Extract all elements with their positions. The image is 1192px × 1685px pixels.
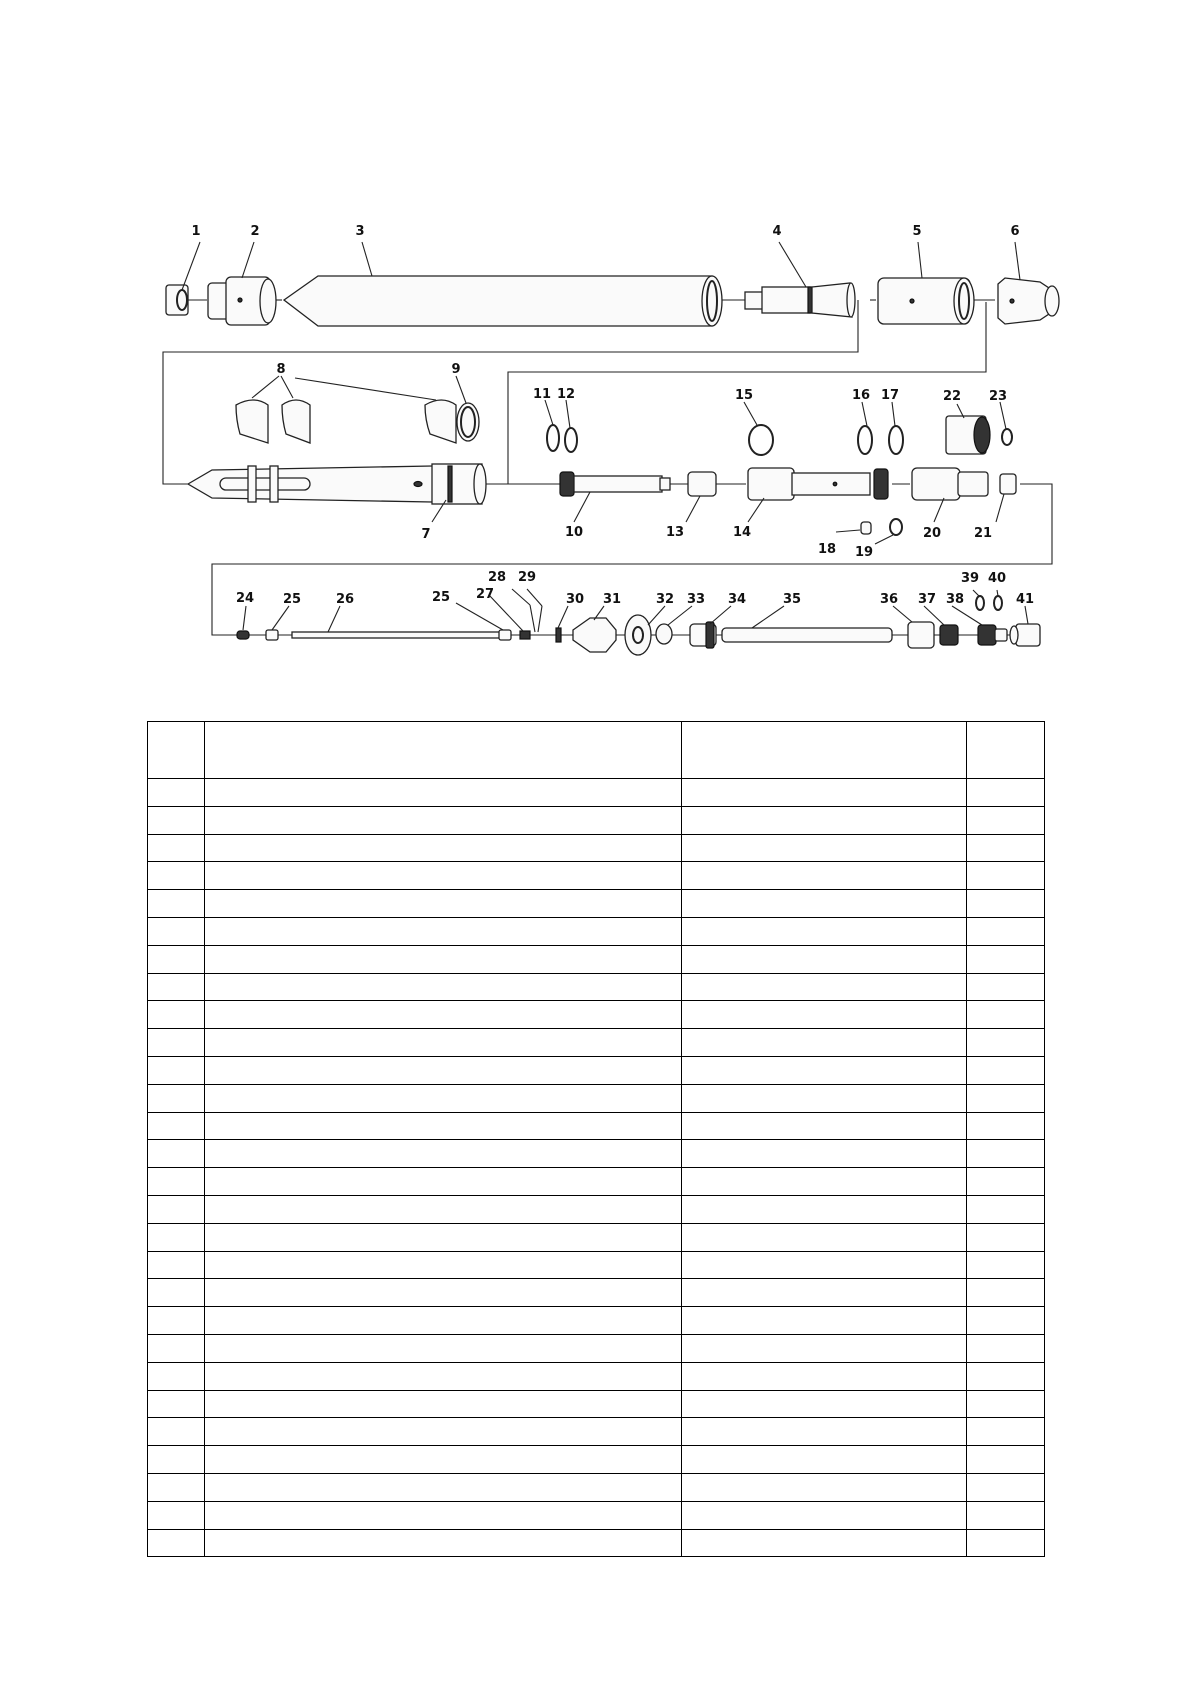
- table-cell: [967, 862, 1045, 890]
- table-row: [148, 1362, 1045, 1390]
- part-36: [908, 622, 934, 648]
- part-20: [912, 468, 988, 500]
- table-cell: [967, 1390, 1045, 1418]
- header-cell: [205, 722, 682, 779]
- callout-label: 33: [686, 592, 706, 607]
- table-cell: [682, 1418, 967, 1446]
- part-10: [560, 472, 670, 496]
- table-cell: [148, 1084, 205, 1112]
- callout-label: 39: [960, 571, 980, 586]
- table-cell: [205, 973, 682, 1001]
- table-cell: [682, 1307, 967, 1335]
- table-cell: [682, 1001, 967, 1029]
- table-cell: [967, 1307, 1045, 1335]
- table-cell: [967, 1334, 1045, 1362]
- table-cell: [967, 1529, 1045, 1557]
- table-cell: [148, 1501, 205, 1529]
- table-cell: [682, 862, 967, 890]
- part-5: [878, 278, 974, 324]
- table-cell: [967, 1112, 1045, 1140]
- callout-label: 24: [235, 591, 255, 606]
- parts-table-body: [148, 722, 1045, 1557]
- table-cell: [682, 1140, 967, 1168]
- part-40: [994, 596, 1002, 610]
- table-cell: [148, 862, 205, 890]
- table-cell: [682, 834, 967, 862]
- table-row: [148, 945, 1045, 973]
- callout-label: 37: [917, 592, 937, 607]
- callout-label: 26: [335, 592, 355, 607]
- table-cell: [148, 1223, 205, 1251]
- table-cell: [205, 1056, 682, 1084]
- table-cell: [148, 1195, 205, 1223]
- table-cell: [682, 1251, 967, 1279]
- callout-label: 13: [665, 525, 685, 540]
- table-cell: [148, 1362, 205, 1390]
- table-cell: [967, 1140, 1045, 1168]
- table-cell: [148, 1446, 205, 1474]
- part-41: [1010, 624, 1040, 646]
- table-row: [148, 973, 1045, 1001]
- table-row: [148, 1195, 1045, 1223]
- table-cell: [148, 890, 205, 918]
- part-22: [946, 416, 990, 454]
- part-18: [861, 522, 871, 534]
- callout-label: 32: [655, 592, 675, 607]
- table-cell: [682, 1334, 967, 1362]
- table-cell: [967, 1418, 1045, 1446]
- table-cell: [205, 834, 682, 862]
- part-29: [538, 606, 542, 632]
- table-cell: [205, 1473, 682, 1501]
- table-cell: [682, 1056, 967, 1084]
- table-cell: [205, 1362, 682, 1390]
- table-cell: [682, 1446, 967, 1474]
- table-cell: [682, 1029, 967, 1057]
- callout-label: 5: [912, 224, 922, 239]
- callout-label: 4: [772, 224, 782, 239]
- table-cell: [205, 1223, 682, 1251]
- table-cell: [205, 1001, 682, 1029]
- table-cell: [682, 1362, 967, 1390]
- table-cell: [148, 945, 205, 973]
- table-cell: [148, 1529, 205, 1557]
- table-cell: [205, 1529, 682, 1557]
- table-row: [148, 1056, 1045, 1084]
- table-cell: [148, 779, 205, 807]
- callout-label: 7: [421, 527, 431, 542]
- table-cell: [682, 1390, 967, 1418]
- table-cell: [967, 1362, 1045, 1390]
- callout-label: 25: [282, 592, 302, 607]
- table-row: [148, 1473, 1045, 1501]
- part-32: [625, 615, 651, 655]
- table-row: [148, 862, 1045, 890]
- table-cell: [148, 1029, 205, 1057]
- table-cell: [682, 806, 967, 834]
- table-row: [148, 1307, 1045, 1335]
- callout-label: 38: [945, 592, 965, 607]
- callout-label: 1: [191, 224, 201, 239]
- table-cell: [148, 1001, 205, 1029]
- table-cell: [967, 834, 1045, 862]
- part-30: [556, 628, 561, 642]
- table-row: [148, 1140, 1045, 1168]
- table-cell: [148, 1334, 205, 1362]
- part-21: [1000, 474, 1016, 494]
- table-cell: [148, 1307, 205, 1335]
- callout-label: 41: [1015, 592, 1035, 607]
- table-row: [148, 779, 1045, 807]
- table-header-row: [148, 722, 1045, 779]
- table-cell: [148, 973, 205, 1001]
- table-cell: [205, 1446, 682, 1474]
- part-17: [889, 426, 903, 454]
- table-row: [148, 1029, 1045, 1057]
- callout-label: 9: [451, 362, 461, 377]
- callout-label: 16: [851, 388, 871, 403]
- table-cell: [967, 890, 1045, 918]
- table-cell: [205, 1084, 682, 1112]
- table-row: [148, 1446, 1045, 1474]
- parts-table: [147, 721, 1045, 1557]
- part-11: [547, 425, 559, 451]
- table-cell: [682, 1195, 967, 1223]
- table-cell: [967, 1446, 1045, 1474]
- part-4: [745, 283, 855, 317]
- part-28: [530, 605, 535, 632]
- callout-label: 6: [1010, 224, 1020, 239]
- table-cell: [205, 806, 682, 834]
- table-cell: [967, 806, 1045, 834]
- table-cell: [682, 1084, 967, 1112]
- callout-label: 23: [988, 389, 1008, 404]
- table-cell: [967, 1501, 1045, 1529]
- part-37: [940, 625, 958, 645]
- table-cell: [148, 1112, 205, 1140]
- table-cell: [682, 1168, 967, 1196]
- table-cell: [148, 806, 205, 834]
- table-row: [148, 1223, 1045, 1251]
- callout-label: 34: [727, 592, 747, 607]
- callout-label: 2: [250, 224, 260, 239]
- table-row: [148, 1529, 1045, 1557]
- callout-label: 27: [475, 587, 495, 602]
- table-cell: [682, 779, 967, 807]
- part-19: [890, 519, 902, 535]
- callout-label: 30: [565, 592, 585, 607]
- table-cell: [967, 779, 1045, 807]
- callout-label: 12: [556, 387, 576, 402]
- table-cell: [148, 1390, 205, 1418]
- part-15: [749, 425, 773, 455]
- part-27: [520, 631, 530, 639]
- table-cell: [205, 1251, 682, 1279]
- callout-label: 21: [973, 526, 993, 541]
- table-cell: [682, 1112, 967, 1140]
- callout-label: 18: [817, 542, 837, 557]
- table-cell: [148, 1140, 205, 1168]
- part-38: [978, 625, 1007, 645]
- callout-label: 40: [987, 571, 1007, 586]
- table-row: [148, 1279, 1045, 1307]
- part-9: [457, 403, 479, 441]
- part-16: [858, 426, 872, 454]
- table-cell: [205, 1390, 682, 1418]
- table-cell: [967, 1056, 1045, 1084]
- table-row: [148, 890, 1045, 918]
- callout-label: 14: [732, 525, 752, 540]
- part-39: [976, 596, 984, 610]
- part-24: [237, 631, 249, 639]
- table-cell: [148, 1473, 205, 1501]
- callout-label: 17: [880, 388, 900, 403]
- table-cell: [682, 1501, 967, 1529]
- header-cell: [682, 722, 967, 779]
- part-1: [166, 285, 188, 315]
- table-cell: [967, 1279, 1045, 1307]
- table-cell: [205, 1501, 682, 1529]
- table-cell: [148, 1168, 205, 1196]
- table-cell: [682, 973, 967, 1001]
- part-25b: [499, 630, 511, 640]
- table-cell: [205, 1307, 682, 1335]
- table-row: [148, 1334, 1045, 1362]
- table-row: [148, 806, 1045, 834]
- table-cell: [148, 917, 205, 945]
- table-cell: [205, 862, 682, 890]
- table-cell: [205, 1279, 682, 1307]
- part-31: [573, 618, 616, 652]
- table-cell: [682, 1529, 967, 1557]
- table-cell: [682, 1473, 967, 1501]
- table-row: [148, 1084, 1045, 1112]
- callout-label: 11: [532, 387, 552, 402]
- part-34: [690, 622, 716, 648]
- callout-label: 19: [854, 545, 874, 560]
- table-cell: [205, 1112, 682, 1140]
- table-cell: [205, 945, 682, 973]
- table-cell: [205, 1029, 682, 1057]
- table-row: [148, 1001, 1045, 1029]
- table-cell: [148, 1056, 205, 1084]
- table-cell: [205, 1195, 682, 1223]
- table-cell: [148, 1418, 205, 1446]
- table-cell: [967, 917, 1045, 945]
- table-cell: [967, 945, 1045, 973]
- header-cell: [967, 722, 1045, 779]
- part-14: [748, 468, 888, 500]
- part-23: [1002, 429, 1012, 445]
- table-cell: [148, 1279, 205, 1307]
- table-cell: [967, 1195, 1045, 1223]
- table-row: [148, 1501, 1045, 1529]
- callout-label: 10: [564, 525, 584, 540]
- part-3: [284, 276, 722, 326]
- table-row: [148, 1168, 1045, 1196]
- callout-label: 36: [879, 592, 899, 607]
- callout-label: 22: [942, 389, 962, 404]
- table-cell: [967, 973, 1045, 1001]
- table-cell: [205, 1140, 682, 1168]
- table-cell: [967, 1029, 1045, 1057]
- table-cell: [148, 1251, 205, 1279]
- table-cell: [967, 1001, 1045, 1029]
- part-6: [998, 278, 1059, 324]
- part-8: [236, 400, 456, 443]
- part-26: [292, 632, 502, 638]
- table-cell: [682, 890, 967, 918]
- table-cell: [967, 1168, 1045, 1196]
- table-row: [148, 1112, 1045, 1140]
- part-13: [688, 472, 716, 496]
- part-2: [208, 277, 276, 325]
- callout-label: 35: [782, 592, 802, 607]
- header-cell: [148, 722, 205, 779]
- table-row: [148, 1418, 1045, 1446]
- exploded-parts-diagram: [0, 0, 1192, 680]
- callout-label: 3: [355, 224, 365, 239]
- callout-label: 8: [276, 362, 286, 377]
- table-cell: [682, 945, 967, 973]
- table-cell: [967, 1223, 1045, 1251]
- callout-label: 15: [734, 388, 754, 403]
- table-cell: [205, 1334, 682, 1362]
- part-7: [188, 464, 486, 504]
- callout-label: 20: [922, 526, 942, 541]
- table-cell: [682, 1223, 967, 1251]
- table-row: [148, 1390, 1045, 1418]
- part-12: [565, 428, 577, 452]
- table-row: [148, 917, 1045, 945]
- table-row: [148, 834, 1045, 862]
- callout-label: 29: [517, 570, 537, 585]
- part-35: [722, 628, 892, 642]
- table-cell: [682, 917, 967, 945]
- table-cell: [967, 1251, 1045, 1279]
- callout-label: 25: [431, 590, 451, 605]
- part-33: [656, 624, 672, 644]
- table-cell: [967, 1473, 1045, 1501]
- table-cell: [205, 917, 682, 945]
- table-cell: [967, 1084, 1045, 1112]
- table-cell: [205, 779, 682, 807]
- table-cell: [205, 890, 682, 918]
- part-25a: [266, 630, 278, 640]
- table-cell: [682, 1279, 967, 1307]
- callout-label: 31: [602, 592, 622, 607]
- table-cell: [205, 1418, 682, 1446]
- table-cell: [148, 834, 205, 862]
- table-cell: [205, 1168, 682, 1196]
- table-row: [148, 1251, 1045, 1279]
- callout-label: 28: [487, 570, 507, 585]
